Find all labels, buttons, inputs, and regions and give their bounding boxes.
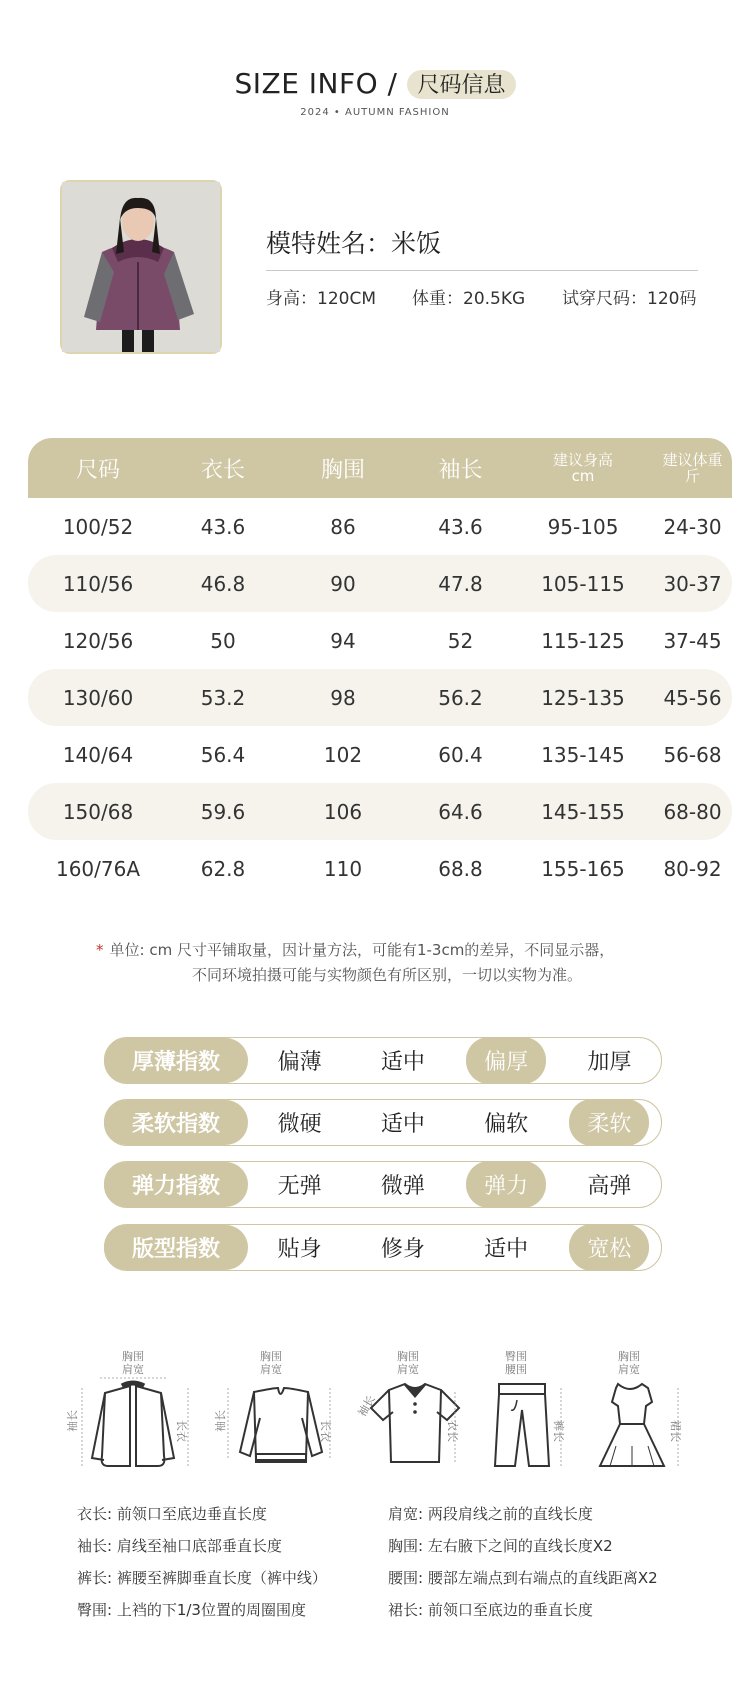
note-star: * [96, 941, 104, 959]
index-option [558, 1225, 661, 1270]
table-cell: 105-115 [541, 571, 625, 596]
table-cell: 45-56 [663, 685, 722, 710]
table-cell: 64.6 [438, 799, 483, 824]
index-option-label: 弹力 [466, 1161, 546, 1208]
model-stats [266, 284, 716, 309]
index-label: 版型指数 [104, 1225, 248, 1270]
sweater-label-length: 长衣 [319, 1420, 332, 1442]
pants-label-waist: 腰围 [505, 1363, 527, 1376]
index-label: 厚薄指数 [104, 1038, 248, 1083]
definitions-right [388, 1498, 658, 1626]
table-cell: 90 [330, 571, 356, 596]
index-option [455, 1162, 558, 1207]
header-chest: 胸围 [320, 457, 365, 483]
index-option-label: 偏厚 [466, 1037, 546, 1084]
index-option [351, 1162, 454, 1207]
table-cell: 110/56 [62, 571, 134, 596]
jacket-label-length: 长衣 [175, 1420, 188, 1442]
table-row [28, 555, 732, 612]
model-photo [60, 180, 222, 354]
table-cell: 56.2 [438, 685, 483, 710]
table-cell: 47.8 [438, 571, 483, 596]
table-cell: 50 [210, 628, 236, 653]
garment-diagrams [66, 1348, 690, 1478]
dress-label-shoulder: 肩宽 [618, 1363, 640, 1376]
header-height [513, 452, 653, 484]
index-option-label: 无弹 [277, 1174, 322, 1199]
header-height-label: 建议身高 [552, 451, 613, 469]
jacket-label-chest: 胸围 [122, 1350, 144, 1363]
index-option [558, 1038, 661, 1083]
table-cell: 46.8 [200, 571, 246, 596]
title-en: SIZE INFO / [234, 67, 398, 100]
definitions-left [77, 1498, 327, 1626]
index-bar [104, 1161, 662, 1208]
index-option [351, 1225, 454, 1270]
index-option [558, 1100, 661, 1145]
pants-label-length: 裤长 [552, 1420, 565, 1442]
table-cell: 94 [330, 628, 356, 653]
def-item: 袖长: 肩线至袖口底部垂直长度 [77, 1537, 282, 1555]
table-cell: 30-37 [663, 571, 722, 596]
measurement-note [96, 938, 716, 988]
index-option [351, 1038, 454, 1083]
index-option [455, 1225, 558, 1270]
table-cell: 68.8 [438, 856, 483, 881]
def-item: 胸围: 左右腋下之间的直线长度X2 [388, 1537, 613, 1555]
table-cell: 86 [330, 514, 356, 539]
table-cell: 62.8 [200, 856, 246, 881]
index-option [351, 1100, 454, 1145]
table-cell: 102 [323, 742, 363, 767]
header-weight [653, 452, 732, 484]
table-row [28, 726, 732, 783]
table-cell: 24-30 [663, 514, 722, 539]
sweater-label-shoulder: 肩宽 [260, 1363, 282, 1376]
def-item: 臀围: 上裆的下1/3位置的周圈围度 [77, 1601, 306, 1619]
index-option-label: 柔软 [569, 1099, 649, 1146]
index-option-label: 微硬 [277, 1112, 322, 1137]
dress-label-chest: 胸围 [618, 1350, 640, 1363]
table-cell: 150/68 [62, 799, 134, 824]
pants-label-hip: 臀围 [505, 1350, 527, 1363]
page-header [0, 66, 750, 118]
table-cell: 37-45 [663, 628, 722, 653]
table-cell: 43.6 [438, 514, 483, 539]
jacket-label-shoulder: 肩宽 [122, 1363, 144, 1376]
index-option-label: 宽松 [569, 1224, 649, 1271]
index-option [248, 1162, 351, 1207]
note-line-1: 单位: cm 尺寸平铺取量，因计量方法，可能有1-3cm的差异，不同显示器， [109, 941, 615, 959]
table-cell: 106 [323, 799, 363, 824]
title-cn: 尺码信息 [417, 73, 506, 98]
pants-icon [475, 1348, 575, 1478]
dress-label-length: 裙长 [669, 1420, 682, 1442]
index-option-label: 偏软 [484, 1112, 529, 1137]
table-cell: 52 [447, 628, 474, 653]
table-cell: 56-68 [663, 742, 722, 767]
index-option [248, 1100, 351, 1145]
table-body [28, 498, 732, 897]
table-cell: 115-125 [541, 628, 625, 653]
header-sleeve: 袖长 [438, 457, 483, 483]
table-row [28, 840, 732, 897]
table-cell: 125-135 [541, 685, 625, 710]
index-bar [104, 1099, 662, 1146]
index-option [558, 1162, 661, 1207]
header-weight-unit: 斤 [684, 467, 700, 485]
polo-label-shoulder: 肩宽 [397, 1363, 419, 1376]
index-option [248, 1038, 351, 1083]
table-row [28, 783, 732, 840]
header-length: 衣长 [200, 457, 245, 483]
table-row [28, 612, 732, 669]
index-option-label: 适中 [380, 1050, 425, 1075]
note-line-2: 不同环境拍摄可能与实物颜色有所区别，一切以实物为准。 [192, 966, 583, 984]
table-cell: 145-155 [541, 799, 625, 824]
table-cell: 68-80 [663, 799, 722, 824]
index-option-label: 修身 [380, 1237, 425, 1262]
polo-label-chest: 胸围 [397, 1350, 419, 1363]
polo-shirt-icon [355, 1348, 475, 1478]
table-cell: 110 [323, 856, 363, 881]
model-height: 身高：120CM [266, 289, 376, 309]
table-cell: 80-92 [663, 856, 722, 881]
index-option-label: 适中 [484, 1237, 529, 1262]
index-option [455, 1038, 558, 1083]
subtitle: 2024 • AUTUMN FASHION [300, 107, 450, 118]
def-item: 裤长: 裤腰至裤脚垂直长度（裤中线） [77, 1569, 327, 1587]
model-size: 试穿尺码：120码 [562, 289, 697, 309]
index-label: 弹力指数 [104, 1162, 248, 1207]
sweater-icon [214, 1348, 340, 1478]
table-cell: 155-165 [541, 856, 625, 881]
jacket-label-sleeve: 袖长 [66, 1410, 79, 1432]
polo-label-sleeve: 袖长 [355, 1393, 378, 1419]
def-item: 衣长: 前领口至底边垂直长度 [77, 1505, 267, 1523]
index-bar [104, 1037, 662, 1084]
index-option-label: 高弹 [587, 1174, 632, 1199]
table-cell: 60.4 [438, 742, 483, 767]
table-cell: 53.2 [200, 685, 246, 710]
table-cell: 120/56 [62, 628, 134, 653]
size-table [28, 438, 732, 897]
def-item: 裙长: 前领口至底边的垂直长度 [388, 1601, 593, 1619]
table-cell: 140/64 [62, 742, 134, 767]
table-cell: 98 [330, 685, 356, 710]
index-option [455, 1100, 558, 1145]
index-option-label: 贴身 [277, 1237, 322, 1262]
table-row [28, 669, 732, 726]
sweater-label-chest: 胸围 [260, 1350, 282, 1363]
header-size: 尺码 [75, 457, 120, 483]
index-label: 柔软指数 [104, 1100, 248, 1145]
model-weight: 体重：20.5KG [412, 289, 526, 309]
index-option-label: 偏薄 [277, 1050, 322, 1075]
table-header [28, 438, 732, 498]
header-weight-label: 建议体重 [662, 451, 723, 469]
index-bar [104, 1224, 662, 1271]
def-item: 腰围: 腰部左端点到右端点的直线距离X2 [388, 1569, 658, 1587]
table-cell: 59.6 [200, 799, 246, 824]
sweater-label-sleeve: 袖长 [214, 1410, 227, 1432]
model-name: 模特姓名：米饭 [266, 229, 442, 258]
title-cn-pill [407, 66, 515, 101]
table-cell: 160/76A [55, 856, 141, 881]
header-height-unit: cm [571, 467, 595, 485]
table-cell: 135-145 [541, 742, 625, 767]
table-row [28, 498, 732, 555]
jacket-icon [66, 1348, 200, 1478]
index-option-label: 微弹 [380, 1174, 425, 1199]
table-cell: 130/60 [62, 685, 134, 710]
table-cell: 95-105 [547, 514, 619, 539]
divider [266, 270, 698, 271]
polo-label-length: 衣长 [446, 1420, 459, 1442]
table-cell: 100/52 [62, 514, 134, 539]
def-item: 肩宽: 两段肩线之前的直线长度 [388, 1505, 593, 1523]
table-cell: 56.4 [200, 742, 246, 767]
dress-icon [580, 1348, 690, 1478]
table-cell: 43.6 [200, 514, 246, 539]
index-option [248, 1225, 351, 1270]
index-option-label: 适中 [380, 1112, 425, 1137]
index-option-label: 加厚 [587, 1050, 632, 1075]
